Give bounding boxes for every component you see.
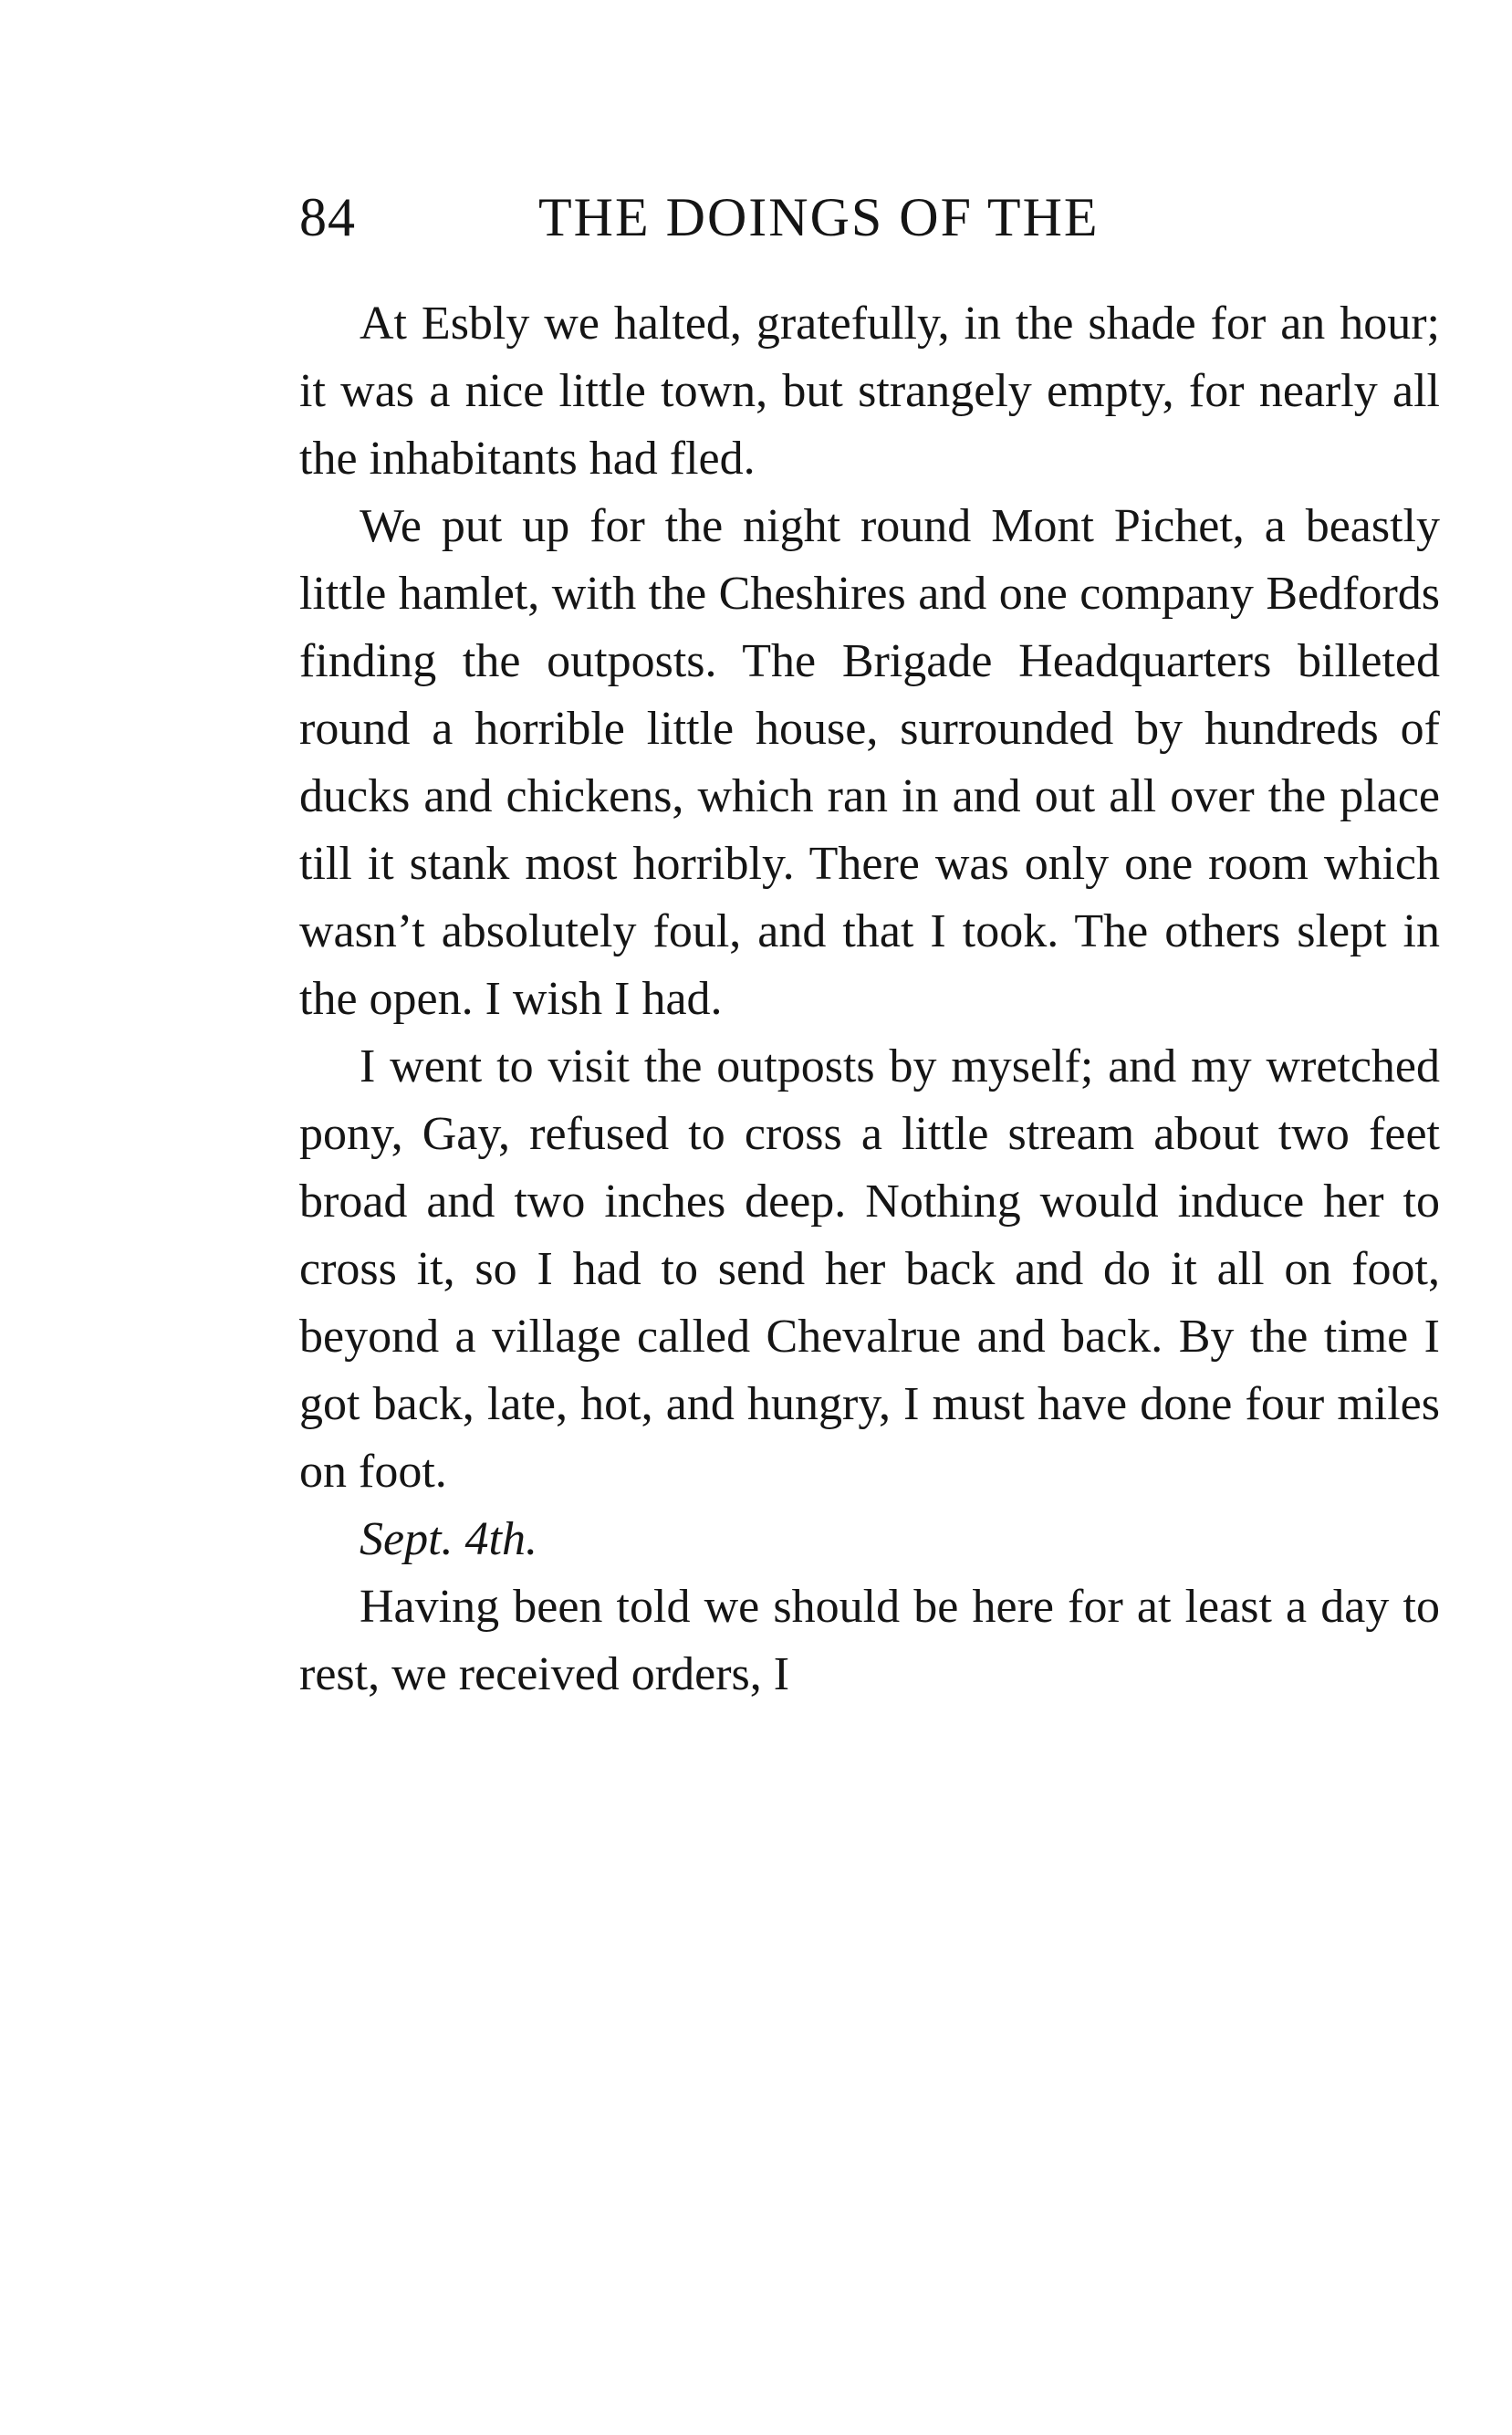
- paragraph-mont-pichet: We put up for the night round Mont Pichet, a beastly little hamlet, with the Cheshires and one company Bedfords finding the outposts. The Brigade Headquarters billeted round a horrible little house, surrounded by hundreds of ducks and chickens, which ran in and out all over the place till it stank most horribly. There was only one room which wasn’t absolutely foul, and that I took. The others slept in the open. I wish I had.: [299, 500, 1440, 1025]
- page-number: 84: [299, 187, 356, 247]
- paragraph-orders: Having been told we should be here for at least a day to rest, we received orders, I: [299, 1581, 1440, 1700]
- paragraph-outposts: I went to visit the outposts by myself; and my wretched pony, Gay, refused to cross a little stream about two feet broad and two inches deep. Nothing would induce her to cross it, so I had to send her back and do it all on foot, beyond a village called Chevalrue and back. By the time I got back, late, hot, and hungry, I must have done four miles on foot.: [299, 1040, 1440, 1498]
- running-title: THE DOINGS OF THE: [538, 187, 1100, 247]
- body-text: [299, 290, 1440, 1709]
- paragraph-esbly: At Esbly we halted, gratefully, in the shade for an hour; it was a nice little town, but strangely empty, for nearly all the inhabitants had fled.: [299, 298, 1440, 485]
- running-head: [299, 181, 1440, 254]
- date-heading: Sept. 4th.: [360, 1513, 537, 1565]
